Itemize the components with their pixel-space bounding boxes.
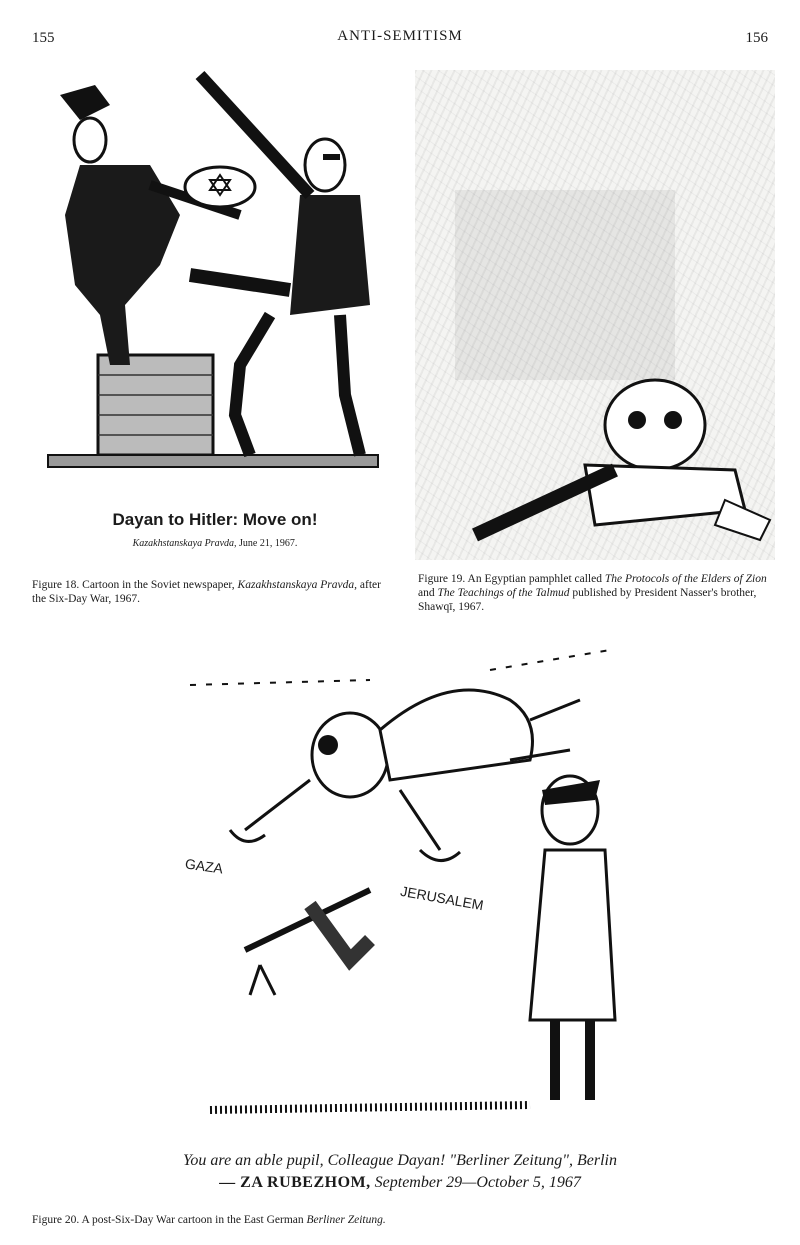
figure-19-caption-part1: Figure 19. An Egyptian pamphlet called (418, 573, 602, 585)
left-figure-body (65, 165, 180, 365)
crawling-figure-body (380, 690, 533, 780)
figure-20-quote-date: September 29—October 5, 1967 (374, 1174, 581, 1191)
label-gaza: GAZA (184, 855, 225, 877)
figure-20-quote-source: — ZA RUBEZHOM, (219, 1174, 371, 1191)
figure-18-cartoon-title: Dayan to Hitler: Move on! (112, 510, 318, 529)
figure-18-caption (32, 578, 392, 606)
label-jerusalem: JERUSALEM (399, 882, 485, 914)
ground-dots (210, 1105, 530, 1110)
figure-20-caption-prefix: Figure 20. A post-Six-Day War cartoon in the East German (32, 1214, 304, 1226)
figure-18-caption-suffix: after the Six-Day War, 1967. (32, 579, 381, 605)
figure-18-source-paper: Kazakhstanskaya Pravda, (132, 538, 237, 549)
figure-19-caption-part2: published by President Nasser's brother, Shawqī, 1967. (418, 587, 757, 613)
page-number-right: 156 (745, 30, 768, 46)
figure-19-caption-title1: The Protocols of the Elders of Zion (604, 573, 767, 585)
pedestal (98, 355, 213, 455)
figure-18-cartoon-source (40, 538, 390, 549)
figure-18-caption-prefix: Figure 18. Cartoon in the Soviet newspaper, (32, 579, 235, 591)
figure-19-drawing (415, 70, 775, 560)
figure-19-caption-title2: The Teachings of the Talmud (437, 587, 570, 599)
ground-strip (48, 455, 378, 467)
standing-figure-coat (530, 850, 615, 1020)
skull-icon (605, 380, 705, 470)
rifle-icon (245, 890, 370, 950)
figure-20-caption (32, 1213, 772, 1227)
figure-19-pamphlet (415, 70, 775, 560)
figure-19-caption-and: and (418, 587, 435, 599)
figure-18-caption-paper: Kazakhstanskaya Pravda, (237, 579, 358, 591)
figure-20-quote-line1: You are an able pupil, Colleague Dayan! "Berliner Zeitung", Berlin (183, 1152, 617, 1169)
helmet (185, 167, 255, 207)
cap-shape (60, 85, 110, 120)
kicking-leg (190, 275, 290, 290)
figure-18-source-date: June 21, 1967. (239, 538, 298, 549)
figure-18-drawing (40, 65, 390, 560)
figure-20-caption-paper: Berliner Zeitung. (306, 1214, 386, 1226)
figure-18-cartoon (40, 65, 390, 560)
figure-20-cartoon (150, 640, 670, 1130)
right-figure-body (290, 195, 370, 315)
running-title: ANTI-SEMITISM (337, 28, 463, 44)
figure-20-quote-line2 (40, 1172, 760, 1194)
figure-19-caption (418, 572, 774, 614)
page-number-left: 155 (32, 30, 55, 46)
